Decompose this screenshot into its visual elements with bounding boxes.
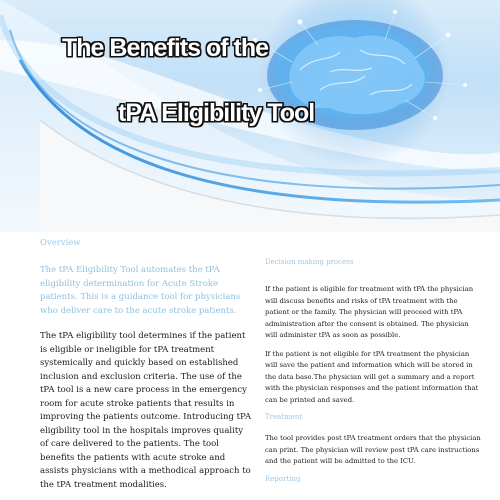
header-banner: [0, 0, 500, 232]
brain-glow-icon: [253, 0, 467, 167]
decision-heading: Decision making process: [265, 258, 354, 266]
reporting-heading: Reporting: [265, 474, 301, 483]
decision-paragraph-1: If the patient is eligible for treatment with tPA the physician will discuss benefits and risks of tPA treatment with the patient or the family. The physician will proceed with tPA administration after the consent is obtained. The physician will administer tPA as soon as possible.: [265, 285, 474, 339]
overview-intro: The tPA Eligibility Tool automates the tPA eligibility determination for Acute Stroke patients. This is a guidance tool for physicians who deliver care to the acute stroke patients.: [40, 265, 241, 316]
treatment-text: The tool provides post tPA treatment orders that the physician can print. The physician will review post tPA care instructions and the patient will be admitted to the ICU.: [265, 434, 481, 465]
content-area: [0, 232, 500, 500]
treatment-heading: Treatment: [265, 413, 303, 421]
title-line-1: The Benefits of the: [62, 34, 269, 62]
overview-heading: Overview: [40, 238, 81, 248]
title-line-2: tPA Eligibility Tool: [118, 99, 315, 127]
left-column: [40, 238, 252, 492]
overview-body: The tPA eligibility tool determines if the patient is eligible or ineligible for tPA treatment systemically and quickly based on established inclusion and exclusion criteria. The use of the tPA tool is a new care process in the emergency room for acute stroke patients that results in improving the patients outcome. Introducing tPA eligibility tool in the hospitals improves quality of care delivered to the patients. The tool benefits the patients with acute stroke and assists physicians with a methodical approach to the tPA treatment modalities.: [40, 331, 252, 490]
decision-paragraph-2: If the patient is not eligible for tPA treatment the physician will save the patient and information which will be stored in the data base.The physician will get a summary and a report with the physician responses and the patient information that can be printed and saved.: [265, 349, 479, 404]
right-column: [265, 258, 483, 495]
